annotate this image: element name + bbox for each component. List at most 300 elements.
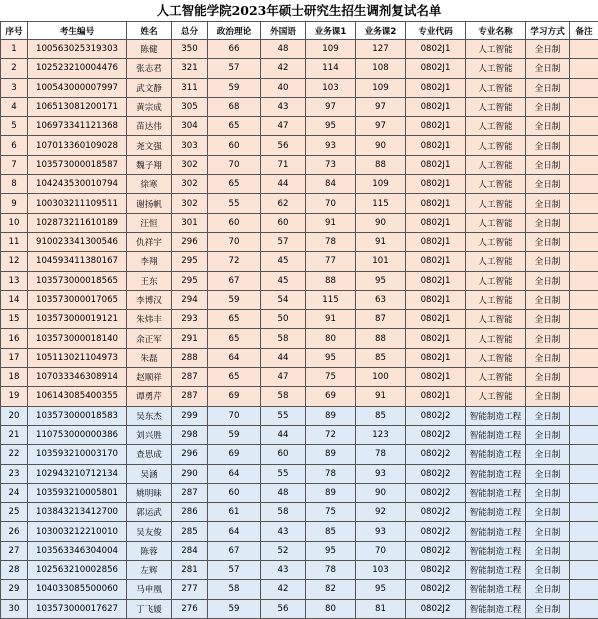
cell-foreign[interactable]: 48 <box>261 40 306 59</box>
header-note[interactable]: 备注 <box>570 22 598 40</box>
cell-foreign[interactable]: 58 <box>261 329 306 348</box>
cell-note[interactable] <box>570 503 598 522</box>
cell-major-code[interactable]: 0802J1 <box>406 329 466 348</box>
cell-mode[interactable]: 全日制 <box>526 425 570 444</box>
cell-foreign[interactable]: 45 <box>261 252 306 271</box>
cell-id[interactable]: 100543000007997 <box>28 78 127 97</box>
cell-course1[interactable]: 89 <box>306 483 356 502</box>
cell-mode[interactable]: 全日制 <box>526 445 570 464</box>
cell-politics[interactable]: 60 <box>208 136 261 155</box>
cell-total[interactable]: 299 <box>172 406 208 425</box>
cell-name[interactable]: 吴东杰 <box>127 406 172 425</box>
cell-politics[interactable]: 67 <box>208 541 261 560</box>
cell-foreign[interactable]: 60 <box>261 445 306 464</box>
cell-major-name[interactable]: 人工智能 <box>466 40 526 59</box>
cell-politics[interactable]: 68 <box>208 97 261 116</box>
cell-total[interactable]: 288 <box>172 348 208 367</box>
cell-name[interactable]: 徐寒 <box>127 175 172 194</box>
cell-major-code[interactable]: 0802J2 <box>406 522 466 541</box>
cell-no[interactable]: 13 <box>1 271 28 290</box>
cell-mode[interactable]: 全日制 <box>526 464 570 483</box>
cell-total[interactable]: 284 <box>172 541 208 560</box>
cell-major-name[interactable]: 人工智能 <box>466 252 526 271</box>
cell-course2[interactable]: 91 <box>356 387 406 406</box>
cell-total[interactable]: 296 <box>172 445 208 464</box>
cell-id[interactable]: 102563210002856 <box>28 561 127 580</box>
cell-major-code[interactable]: 0802J2 <box>406 483 466 502</box>
cell-foreign[interactable]: 47 <box>261 117 306 136</box>
cell-no[interactable]: 28 <box>1 561 28 580</box>
cell-politics[interactable]: 59 <box>208 290 261 309</box>
cell-major-name[interactable]: 人工智能 <box>466 117 526 136</box>
cell-note[interactable] <box>570 580 598 599</box>
cell-major-name[interactable]: 智能制造工程 <box>466 580 526 599</box>
cell-major-code[interactable]: 0802J2 <box>406 425 466 444</box>
cell-major-name[interactable]: 人工智能 <box>466 213 526 232</box>
cell-politics[interactable]: 65 <box>208 329 261 348</box>
cell-name[interactable]: 王东 <box>127 271 172 290</box>
cell-no[interactable]: 6 <box>1 136 28 155</box>
cell-note[interactable] <box>570 406 598 425</box>
cell-mode[interactable]: 全日制 <box>526 232 570 251</box>
cell-total[interactable]: 311 <box>172 78 208 97</box>
cell-id[interactable]: 104243530010794 <box>28 175 127 194</box>
cell-politics[interactable]: 60 <box>208 213 261 232</box>
cell-foreign[interactable]: 52 <box>261 541 306 560</box>
cell-note[interactable] <box>570 310 598 329</box>
cell-major-code[interactable]: 0802J1 <box>406 40 466 59</box>
cell-course1[interactable]: 82 <box>306 580 356 599</box>
cell-name[interactable]: 丁飞媛 <box>127 599 172 618</box>
cell-course1[interactable]: 91 <box>306 310 356 329</box>
header-foreign[interactable]: 外国语 <box>261 22 306 40</box>
cell-major-name[interactable]: 人工智能 <box>466 59 526 78</box>
cell-mode[interactable]: 全日制 <box>526 59 570 78</box>
cell-politics[interactable]: 64 <box>208 464 261 483</box>
cell-id[interactable]: 104033085500060 <box>28 580 127 599</box>
cell-major-code[interactable]: 0802J2 <box>406 561 466 580</box>
cell-name[interactable]: 陈健 <box>127 40 172 59</box>
cell-foreign[interactable]: 57 <box>261 232 306 251</box>
cell-major-code[interactable]: 0802J1 <box>406 368 466 387</box>
cell-note[interactable] <box>570 155 598 174</box>
cell-mode[interactable]: 全日制 <box>526 155 570 174</box>
header-course1[interactable]: 业务课1 <box>306 22 356 40</box>
cell-foreign[interactable]: 42 <box>261 59 306 78</box>
cell-id[interactable]: 103843213412700 <box>28 503 127 522</box>
cell-no[interactable]: 16 <box>1 329 28 348</box>
cell-course1[interactable]: 85 <box>306 522 356 541</box>
cell-note[interactable] <box>570 232 598 251</box>
cell-foreign[interactable]: 56 <box>261 136 306 155</box>
cell-mode[interactable]: 全日制 <box>526 329 570 348</box>
cell-course2[interactable]: 63 <box>356 290 406 309</box>
cell-no[interactable]: 25 <box>1 503 28 522</box>
cell-politics[interactable]: 65 <box>208 310 261 329</box>
cell-course2[interactable]: 109 <box>356 78 406 97</box>
cell-note[interactable] <box>570 445 598 464</box>
cell-mode[interactable]: 全日制 <box>526 290 570 309</box>
cell-major-name[interactable]: 人工智能 <box>466 310 526 329</box>
cell-id[interactable]: 107013360109028 <box>28 136 127 155</box>
cell-total[interactable]: 276 <box>172 599 208 618</box>
cell-course2[interactable]: 101 <box>356 252 406 271</box>
cell-name[interactable]: 黄宗成 <box>127 97 172 116</box>
cell-mode[interactable]: 全日制 <box>526 503 570 522</box>
cell-foreign[interactable]: 42 <box>261 580 306 599</box>
cell-course1[interactable]: 72 <box>306 425 356 444</box>
cell-course1[interactable]: 78 <box>306 232 356 251</box>
cell-total[interactable]: 305 <box>172 97 208 116</box>
cell-id[interactable]: 106143085400355 <box>28 387 127 406</box>
cell-major-code[interactable]: 0802J1 <box>406 78 466 97</box>
cell-mode[interactable]: 全日制 <box>526 271 570 290</box>
cell-no[interactable]: 27 <box>1 541 28 560</box>
cell-politics[interactable]: 69 <box>208 445 261 464</box>
cell-no[interactable]: 19 <box>1 387 28 406</box>
cell-major-code[interactable]: 0802J2 <box>406 406 466 425</box>
cell-foreign[interactable]: 55 <box>261 406 306 425</box>
cell-name[interactable]: 李翔 <box>127 252 172 271</box>
cell-note[interactable] <box>570 348 598 367</box>
cell-id[interactable]: 104593411380167 <box>28 252 127 271</box>
cell-course1[interactable]: 77 <box>306 252 356 271</box>
cell-mode[interactable]: 全日制 <box>526 561 570 580</box>
cell-total[interactable]: 295 <box>172 252 208 271</box>
cell-name[interactable]: 谢扬帆 <box>127 194 172 213</box>
cell-course1[interactable]: 75 <box>306 368 356 387</box>
cell-course2[interactable]: 81 <box>356 599 406 618</box>
cell-no[interactable]: 12 <box>1 252 28 271</box>
cell-name[interactable]: 姚明昧 <box>127 483 172 502</box>
cell-name[interactable]: 汪恒 <box>127 213 172 232</box>
cell-major-name[interactable]: 人工智能 <box>466 271 526 290</box>
cell-major-name[interactable]: 智能制造工程 <box>466 406 526 425</box>
cell-course1[interactable]: 95 <box>306 541 356 560</box>
cell-id[interactable]: 103573000018587 <box>28 155 127 174</box>
cell-note[interactable] <box>570 213 598 232</box>
cell-total[interactable]: 302 <box>172 175 208 194</box>
cell-note[interactable] <box>570 329 598 348</box>
cell-course1[interactable]: 93 <box>306 136 356 155</box>
cell-no[interactable]: 1 <box>1 40 28 59</box>
cell-mode[interactable]: 全日制 <box>526 194 570 213</box>
cell-course1[interactable]: 70 <box>306 194 356 213</box>
cell-major-code[interactable]: 0802J2 <box>406 541 466 560</box>
cell-major-name[interactable]: 人工智能 <box>466 232 526 251</box>
cell-politics[interactable]: 72 <box>208 252 261 271</box>
cell-name[interactable]: 吴涵 <box>127 464 172 483</box>
cell-major-name[interactable]: 人工智能 <box>466 155 526 174</box>
cell-major-code[interactable]: 0802J1 <box>406 213 466 232</box>
cell-major-code[interactable]: 0802J2 <box>406 503 466 522</box>
cell-note[interactable] <box>570 464 598 483</box>
cell-mode[interactable]: 全日制 <box>526 213 570 232</box>
cell-no[interactable]: 9 <box>1 194 28 213</box>
cell-note[interactable] <box>570 425 598 444</box>
cell-course1[interactable]: 69 <box>306 387 356 406</box>
cell-course2[interactable]: 97 <box>356 97 406 116</box>
cell-no[interactable]: 23 <box>1 464 28 483</box>
cell-note[interactable] <box>570 59 598 78</box>
cell-note[interactable] <box>570 97 598 116</box>
cell-no[interactable]: 17 <box>1 348 28 367</box>
cell-course1[interactable]: 78 <box>306 464 356 483</box>
cell-politics[interactable]: 55 <box>208 194 261 213</box>
cell-total[interactable]: 287 <box>172 483 208 502</box>
cell-politics[interactable]: 60 <box>208 483 261 502</box>
cell-foreign[interactable]: 40 <box>261 78 306 97</box>
cell-id[interactable]: 107033346308914 <box>28 368 127 387</box>
cell-mode[interactable]: 全日制 <box>526 310 570 329</box>
cell-politics[interactable]: 61 <box>208 503 261 522</box>
cell-no[interactable]: 8 <box>1 175 28 194</box>
cell-no[interactable]: 7 <box>1 155 28 174</box>
cell-note[interactable] <box>570 40 598 59</box>
cell-foreign[interactable]: 43 <box>261 97 306 116</box>
cell-mode[interactable]: 全日制 <box>526 348 570 367</box>
cell-no[interactable]: 2 <box>1 59 28 78</box>
cell-total[interactable]: 296 <box>172 232 208 251</box>
cell-name[interactable]: 仇祥宇 <box>127 232 172 251</box>
cell-politics[interactable]: 65 <box>208 117 261 136</box>
cell-mode[interactable]: 全日制 <box>526 541 570 560</box>
cell-id[interactable]: 102873211610189 <box>28 213 127 232</box>
cell-major-code[interactable]: 0802J1 <box>406 117 466 136</box>
cell-course1[interactable]: 115 <box>306 290 356 309</box>
cell-course2[interactable]: 103 <box>356 561 406 580</box>
cell-note[interactable] <box>570 483 598 502</box>
cell-total[interactable]: 301 <box>172 213 208 232</box>
cell-mode[interactable]: 全日制 <box>526 522 570 541</box>
cell-id[interactable]: 103593210003170 <box>28 445 127 464</box>
cell-name[interactable]: 刘兴胜 <box>127 425 172 444</box>
header-id[interactable]: 考生编号 <box>28 22 127 40</box>
cell-no[interactable]: 30 <box>1 599 28 618</box>
cell-course2[interactable]: 127 <box>356 40 406 59</box>
cell-major-name[interactable]: 智能制造工程 <box>466 445 526 464</box>
header-politics[interactable]: 政治理论 <box>208 22 261 40</box>
cell-note[interactable] <box>570 117 598 136</box>
header-total[interactable]: 总分 <box>172 22 208 40</box>
cell-no[interactable]: 4 <box>1 97 28 116</box>
cell-id[interactable]: 103563346304004 <box>28 541 127 560</box>
cell-id[interactable]: 103573000018565 <box>28 271 127 290</box>
cell-course1[interactable]: 109 <box>306 40 356 59</box>
cell-major-name[interactable]: 智能制造工程 <box>466 425 526 444</box>
cell-major-code[interactable]: 0802J1 <box>406 387 466 406</box>
cell-name[interactable]: 张志君 <box>127 59 172 78</box>
cell-note[interactable] <box>570 387 598 406</box>
cell-name[interactable]: 尧文强 <box>127 136 172 155</box>
cell-course2[interactable]: 92 <box>356 503 406 522</box>
cell-foreign[interactable]: 44 <box>261 175 306 194</box>
cell-major-code[interactable]: 0802J1 <box>406 59 466 78</box>
cell-course2[interactable]: 90 <box>356 136 406 155</box>
cell-major-code[interactable]: 0802J2 <box>406 445 466 464</box>
header-name[interactable]: 姓名 <box>127 22 172 40</box>
cell-foreign[interactable]: 45 <box>261 271 306 290</box>
cell-name[interactable]: 谭勇芹 <box>127 387 172 406</box>
cell-foreign[interactable]: 60 <box>261 213 306 232</box>
cell-no[interactable]: 20 <box>1 406 28 425</box>
cell-course1[interactable]: 103 <box>306 78 356 97</box>
cell-id[interactable]: 103573000019121 <box>28 310 127 329</box>
cell-id[interactable]: 105113021104973 <box>28 348 127 367</box>
cell-id[interactable]: 102943210712134 <box>28 464 127 483</box>
cell-total[interactable]: 277 <box>172 580 208 599</box>
cell-note[interactable] <box>570 252 598 271</box>
cell-mode[interactable]: 全日制 <box>526 406 570 425</box>
cell-course2[interactable]: 78 <box>356 445 406 464</box>
cell-total[interactable]: 295 <box>172 271 208 290</box>
cell-course2[interactable]: 90 <box>356 483 406 502</box>
cell-course2[interactable]: 115 <box>356 194 406 213</box>
cell-total[interactable]: 287 <box>172 368 208 387</box>
cell-major-name[interactable]: 人工智能 <box>466 97 526 116</box>
cell-politics[interactable]: 65 <box>208 175 261 194</box>
cell-total[interactable]: 285 <box>172 522 208 541</box>
cell-major-code[interactable]: 0802J1 <box>406 290 466 309</box>
cell-foreign[interactable]: 50 <box>261 310 306 329</box>
header-major-name[interactable]: 专业名称 <box>466 22 526 40</box>
cell-total[interactable]: 286 <box>172 503 208 522</box>
cell-politics[interactable]: 59 <box>208 78 261 97</box>
cell-course2[interactable]: 90 <box>356 213 406 232</box>
cell-major-code[interactable]: 0802J2 <box>406 599 466 618</box>
cell-total[interactable]: 304 <box>172 117 208 136</box>
cell-total[interactable]: 350 <box>172 40 208 59</box>
cell-mode[interactable]: 全日制 <box>526 117 570 136</box>
header-major-code[interactable]: 专业代码 <box>406 22 466 40</box>
cell-id[interactable]: 103573000018583 <box>28 406 127 425</box>
cell-course1[interactable]: 88 <box>306 271 356 290</box>
cell-course2[interactable]: 100 <box>356 368 406 387</box>
cell-politics[interactable]: 64 <box>208 348 261 367</box>
cell-course1[interactable]: 80 <box>306 599 356 618</box>
cell-course2[interactable]: 95 <box>356 271 406 290</box>
cell-course1[interactable]: 89 <box>306 445 356 464</box>
cell-foreign[interactable]: 44 <box>261 425 306 444</box>
cell-major-name[interactable]: 人工智能 <box>466 387 526 406</box>
cell-foreign[interactable]: 71 <box>261 155 306 174</box>
cell-politics[interactable]: 57 <box>208 561 261 580</box>
cell-total[interactable]: 298 <box>172 425 208 444</box>
cell-major-name[interactable]: 智能制造工程 <box>466 503 526 522</box>
cell-course1[interactable]: 114 <box>306 59 356 78</box>
cell-major-name[interactable]: 人工智能 <box>466 194 526 213</box>
cell-major-name[interactable]: 人工智能 <box>466 175 526 194</box>
cell-major-name[interactable]: 智能制造工程 <box>466 561 526 580</box>
cell-id[interactable]: 100563025319303 <box>28 40 127 59</box>
cell-course2[interactable]: 85 <box>356 406 406 425</box>
cell-foreign[interactable]: 58 <box>261 503 306 522</box>
cell-note[interactable] <box>570 522 598 541</box>
cell-major-name[interactable]: 智能制造工程 <box>466 541 526 560</box>
cell-major-name[interactable]: 智能制造工程 <box>466 464 526 483</box>
cell-major-name[interactable]: 智能制造工程 <box>466 599 526 618</box>
cell-mode[interactable]: 全日制 <box>526 78 570 97</box>
cell-id[interactable]: 110753000000386 <box>28 425 127 444</box>
cell-note[interactable] <box>570 599 598 618</box>
cell-course1[interactable]: 84 <box>306 175 356 194</box>
cell-course1[interactable]: 95 <box>306 348 356 367</box>
cell-course2[interactable]: 91 <box>356 232 406 251</box>
cell-id[interactable]: 103573000017065 <box>28 290 127 309</box>
cell-note[interactable] <box>570 368 598 387</box>
cell-mode[interactable]: 全日制 <box>526 175 570 194</box>
cell-mode[interactable]: 全日制 <box>526 252 570 271</box>
cell-note[interactable] <box>570 561 598 580</box>
cell-no[interactable]: 3 <box>1 78 28 97</box>
cell-major-code[interactable]: 0802J1 <box>406 348 466 367</box>
cell-id[interactable]: 106973341121368 <box>28 117 127 136</box>
cell-total[interactable]: 293 <box>172 310 208 329</box>
cell-foreign[interactable]: 43 <box>261 522 306 541</box>
header-course2[interactable]: 业务课2 <box>356 22 406 40</box>
cell-no[interactable]: 18 <box>1 368 28 387</box>
cell-course2[interactable]: 95 <box>356 580 406 599</box>
cell-id[interactable]: 103573000018140 <box>28 329 127 348</box>
cell-course2[interactable]: 109 <box>356 175 406 194</box>
cell-major-name[interactable]: 智能制造工程 <box>466 522 526 541</box>
cell-course1[interactable]: 80 <box>306 329 356 348</box>
cell-name[interactable]: 苗达伟 <box>127 117 172 136</box>
cell-course1[interactable]: 73 <box>306 155 356 174</box>
cell-id[interactable]: 103003212210010 <box>28 522 127 541</box>
cell-major-name[interactable]: 人工智能 <box>466 290 526 309</box>
cell-mode[interactable]: 全日制 <box>526 387 570 406</box>
cell-course1[interactable]: 97 <box>306 97 356 116</box>
cell-course2[interactable]: 85 <box>356 348 406 367</box>
cell-major-code[interactable]: 0802J1 <box>406 194 466 213</box>
cell-no[interactable]: 22 <box>1 445 28 464</box>
cell-note[interactable] <box>570 78 598 97</box>
cell-major-name[interactable]: 人工智能 <box>466 136 526 155</box>
cell-total[interactable]: 302 <box>172 194 208 213</box>
cell-total[interactable]: 321 <box>172 59 208 78</box>
cell-politics[interactable]: 69 <box>208 387 261 406</box>
header-no[interactable]: 序号 <box>1 22 28 40</box>
cell-name[interactable]: 魏子翔 <box>127 155 172 174</box>
cell-foreign[interactable]: 48 <box>261 483 306 502</box>
cell-politics[interactable]: 67 <box>208 271 261 290</box>
cell-note[interactable] <box>570 290 598 309</box>
cell-total[interactable]: 281 <box>172 561 208 580</box>
cell-note[interactable] <box>570 136 598 155</box>
cell-name[interactable]: 马申凰 <box>127 580 172 599</box>
cell-foreign[interactable]: 44 <box>261 348 306 367</box>
cell-name[interactable]: 左辉 <box>127 561 172 580</box>
cell-course1[interactable]: 95 <box>306 117 356 136</box>
cell-total[interactable]: 291 <box>172 329 208 348</box>
cell-total[interactable]: 294 <box>172 290 208 309</box>
cell-major-name[interactable]: 智能制造工程 <box>466 483 526 502</box>
cell-major-code[interactable]: 0802J2 <box>406 580 466 599</box>
cell-total[interactable]: 287 <box>172 387 208 406</box>
cell-name[interactable]: 吴友俊 <box>127 522 172 541</box>
cell-course2[interactable]: 108 <box>356 59 406 78</box>
cell-major-name[interactable]: 人工智能 <box>466 368 526 387</box>
cell-politics[interactable]: 57 <box>208 59 261 78</box>
cell-note[interactable] <box>570 175 598 194</box>
cell-id[interactable]: 100303211109511 <box>28 194 127 213</box>
cell-politics[interactable]: 58 <box>208 580 261 599</box>
cell-major-code[interactable]: 0802J1 <box>406 136 466 155</box>
cell-no[interactable]: 10 <box>1 213 28 232</box>
cell-foreign[interactable]: 58 <box>261 387 306 406</box>
cell-course2[interactable]: 87 <box>356 310 406 329</box>
